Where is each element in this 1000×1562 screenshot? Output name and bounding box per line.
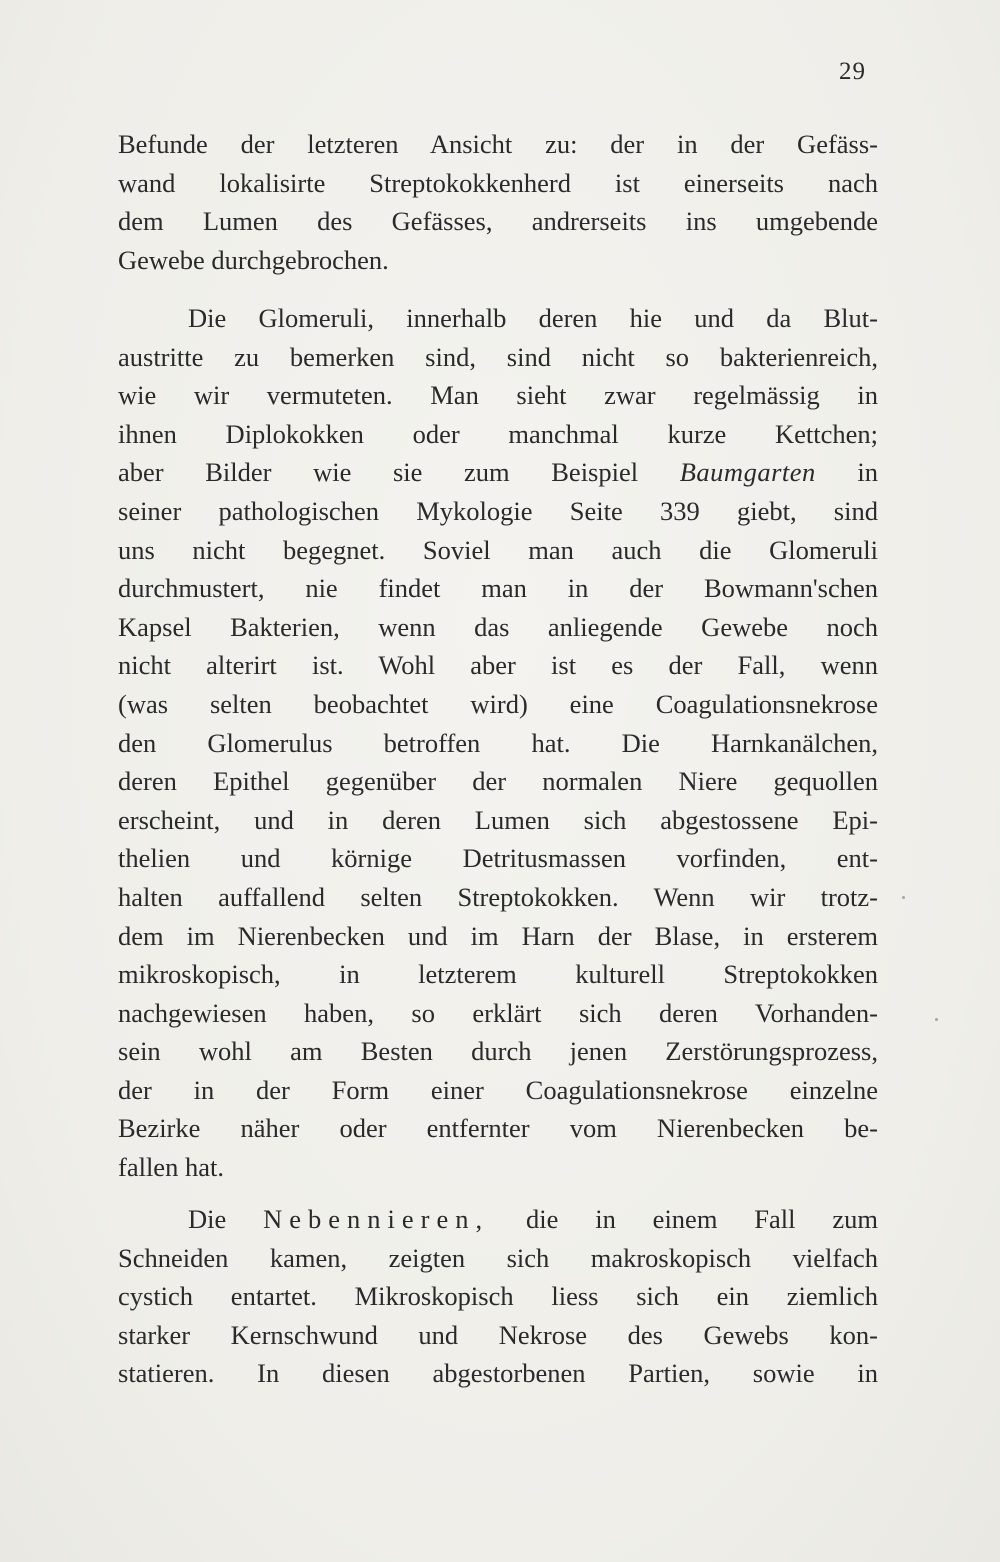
text-line: nachgewiesen haben, so erklärt sich deren Vorhanden- [118,997,878,1028]
text-line: Bezirke näher oder entfernter vom Nierenbecken be- [118,1113,878,1144]
text-line: wie wir vermuteten. Man sieht zwar regelmässig in [118,380,878,411]
text-line: ihnen Diplokokken oder manchmal kurze Kettchen; [118,418,878,449]
text-line: erscheint, und in deren Lumen sich abgestossene Epi- [118,804,878,835]
text-line: statieren. In diesen abgestorbenen Partien, sowie in [118,1358,878,1389]
paper-speck [902,896,905,899]
text-line: deren Epithel gegenüber der normalen Niere gequollen [118,766,878,797]
page-number: 29 [839,58,866,85]
paper-speck [935,1018,938,1021]
text-line: dem im Nierenbecken und im Harn der Blase, in ersterem [118,920,878,951]
text-line: cystich entartet. Mikroskopisch liess sich ein ziemlich [118,1281,878,1312]
text-line: Befunde der letzteren Ansicht zu: der in der Gefäss- [118,129,878,159]
text-line: den Glomerulus betroffen hat. Die Harnkanälchen, [118,727,878,758]
text-line: starker Kernschwund und Nekrose des Gewebs kon- [118,1319,878,1350]
text-line: Kapsel Bakterien, wenn das anliegende Gewebe noch [118,611,878,642]
text-line: fallen hat. [118,1152,224,1183]
author-name-emphasis: Baumgarten [679,457,816,488]
paragraph-3 [118,1200,878,1393]
text-line: Gewebe durchgebrochen. [118,244,389,275]
text-line: Schneiden kamen, zeigten sich makroskopisch vielfach [118,1242,878,1273]
text-line: Die Glomeruli, innerhalb deren hie und da Blut- [188,303,878,333]
text-segment: in [857,457,879,488]
text-line: der in der Form einer Coagulationsnekrose einzelne [118,1074,878,1105]
text-line: uns nicht begegnet. Soviel man auch die Glomeruli [118,534,878,565]
text-line: halten auffallend selten Streptokokken. Wenn wir trotz- [118,881,878,912]
text-line: nicht alterirt ist. Wohl aber ist es der Fall, wenn [118,650,878,681]
spaced-term-nebennieren: Nebennieren, [263,1204,490,1234]
paragraph-1 [118,125,878,279]
text-line-with-emphasis [118,453,878,492]
text-segment: Die [188,1204,227,1234]
text-line-with-spaced-term [118,1200,878,1239]
text-line: austritte zu bemerken sind, sind nicht so bakterienreich, [118,341,878,372]
text-line: durchmustert, nie findet man in der Bowmann'schen [118,573,878,604]
text-line: thelien und körnige Detritusmassen vorfinden, ent- [118,843,878,874]
text-segment: aber Bilder wie sie zum Beispiel [118,457,639,488]
paragraph-2 [118,299,878,1187]
text-segment: die in einem Fall zum [525,1204,878,1234]
text-line: sein wohl am Besten durch jenen Zerstörungsprozess, [118,1036,878,1067]
text-line: (was selten beobachtet wird) eine Coagulationsnekrose [118,688,878,719]
text-line: seiner pathologischen Mykologie Seite 339 giebt, sind [118,495,878,526]
text-line: mikroskopisch, in letzterem kulturell Streptokokken [118,959,878,990]
text-line: wand lokalisirte Streptokokkenherd ist einerseits nach [118,167,878,198]
text-line: dem Lumen des Gefässes, andrerseits ins umgebende [118,206,878,237]
